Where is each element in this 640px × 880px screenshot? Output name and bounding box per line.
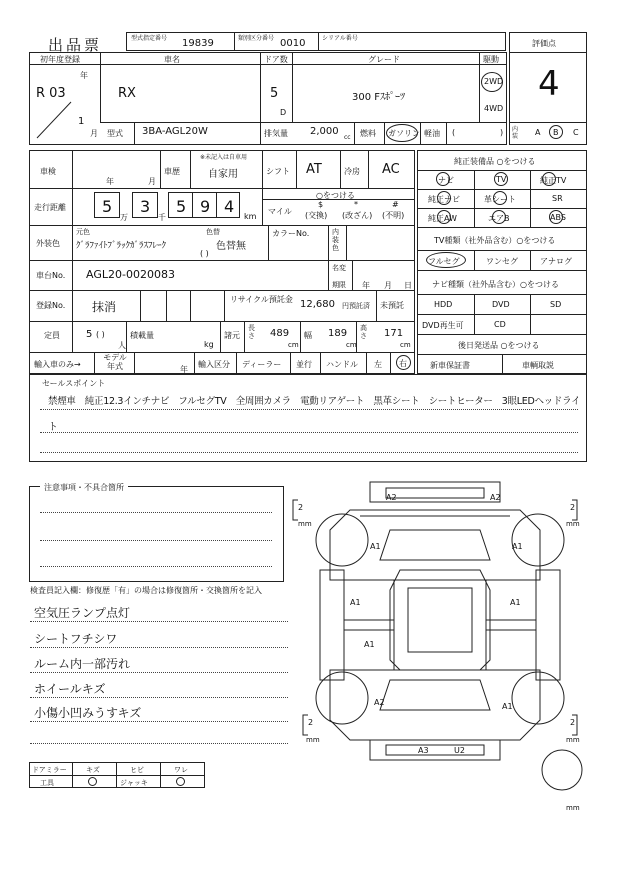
- ac-label: 冷房: [344, 167, 360, 176]
- mileage-unit-man: 万: [120, 213, 128, 222]
- recycle-value: 12,680: [300, 299, 335, 310]
- tyre-unit: mm: [306, 736, 320, 744]
- damage-mark: A2: [490, 493, 501, 502]
- equip-airbag: エアB: [488, 214, 510, 223]
- equipment-title: 純正装備品 ○をつける: [454, 157, 536, 166]
- tyre-depth: 2: [570, 503, 576, 512]
- notes-title: 注意事項・不具合箇所: [40, 482, 128, 493]
- legend-scratch: キズ: [86, 766, 100, 774]
- handle-right: 右: [399, 359, 407, 368]
- sales-point-line-1: 禁煙車 純正12.3インチナビ フルセグTV 全周囲カメラ 電動リアゲート 黒革シート シートヒーター 3眼LEDヘッドライ: [48, 396, 581, 407]
- equip-circle: [493, 191, 507, 205]
- import-class-label: 輸入区分: [198, 360, 230, 369]
- note-item: 空気圧ランプ点灯: [34, 606, 131, 620]
- navi-sd: SD: [550, 300, 562, 309]
- spare-tyre-unit: mm: [566, 804, 580, 812]
- details-box: [29, 150, 415, 374]
- width-value: 189: [328, 328, 348, 339]
- mileage-dollar: $: [318, 200, 324, 209]
- tyre-unit: mm: [298, 520, 312, 528]
- name-change-label: 名変: [332, 264, 346, 272]
- model-year-label: モデル年式: [103, 353, 127, 371]
- tyre-unit: mm: [566, 520, 580, 528]
- car-name-label: 車名: [164, 55, 180, 64]
- damage-mark: A1: [512, 542, 523, 551]
- dimensions-label: 諸元: [224, 331, 240, 340]
- deadline-year: 年: [362, 281, 370, 290]
- chassis-value: AGL20-0020083: [86, 268, 175, 281]
- tv-analog: アナログ: [540, 257, 572, 266]
- equip-leather: 革シート: [484, 195, 516, 204]
- capacity-paren: ( ): [96, 330, 105, 339]
- notes-box: [29, 486, 284, 582]
- drive-4wd: 4WD: [484, 104, 504, 113]
- mileage-hash: #: [392, 200, 399, 209]
- car-body-diagram: [290, 470, 610, 840]
- note-item: 小傷小凹みうすキズ: [34, 706, 142, 720]
- handle-label: ハンドル: [326, 360, 358, 369]
- recycle-label: リサイクル預託金: [230, 295, 293, 304]
- score-label: 評価点: [532, 39, 556, 48]
- month-unit: 月: [90, 129, 98, 138]
- legend-door-mirror: ドアミラー: [32, 766, 67, 774]
- height-label: 高さ: [360, 324, 367, 340]
- mileage-digit-3: 5: [176, 197, 187, 216]
- height-unit: cm: [400, 341, 411, 349]
- fuel-gasoline: ガソリン: [388, 129, 420, 138]
- model-spec-value: 19839: [182, 38, 214, 49]
- mileage-circle-note: ○をつける: [316, 191, 355, 200]
- model-spec-label: 型式指定番号: [131, 35, 168, 42]
- inspection-month: 月: [148, 177, 156, 186]
- legend-tools: 工具: [40, 779, 54, 787]
- mileage-digit-4: 9: [200, 197, 211, 216]
- interior-color-label: 内装色: [332, 228, 339, 252]
- drive-label: 駆動: [483, 55, 499, 64]
- mileage-star: *: [354, 200, 358, 209]
- year-unit: 年: [80, 71, 88, 80]
- fuel-paren-open: (: [452, 128, 456, 137]
- legend-tools-check: [88, 777, 97, 786]
- equip-tv: TV: [496, 175, 507, 184]
- import-label: 輸入車のみ→: [34, 360, 81, 369]
- first-registration-month: 1: [78, 116, 85, 127]
- note-item: シートフチシワ: [34, 632, 118, 646]
- model-year-unit: 年: [180, 365, 188, 374]
- load-label: 積載量: [130, 331, 154, 340]
- grade-label: グレード: [368, 55, 400, 64]
- height-value: 171: [384, 328, 404, 339]
- capacity-value: 5: [86, 329, 93, 340]
- inspector-note: 検査員記入欄：修復歴「有」の場合は修復箇所・交換箇所を記入: [30, 586, 262, 595]
- car-name-value: RX: [118, 86, 136, 101]
- exterior-color-value: ｸﾞﾗﾌｧｲﾄﾌﾞﾗｯｸｶﾞﾗｽﾌﾚｰｸ: [76, 241, 167, 251]
- inspection-year: 年: [106, 177, 114, 186]
- equip-genuine-tv: 純正TV: [540, 176, 567, 185]
- interior-a: A: [535, 128, 541, 137]
- sales-point-line-2: ト: [48, 422, 58, 433]
- first-registration-era: R 03: [36, 86, 66, 101]
- mileage-tampered: (改ざん): [342, 211, 373, 220]
- note-item: ルーム内一部汚れ: [34, 657, 131, 671]
- repaint-label: 色替: [206, 228, 220, 236]
- first-registration-label: 初年度登録: [40, 55, 80, 64]
- damage-mark: A1: [510, 598, 521, 607]
- navi-cd: CD: [494, 320, 506, 329]
- page-title: 出品票: [48, 36, 103, 54]
- capacity-unit: 人: [118, 341, 126, 350]
- inspection-label: 車検: [40, 167, 56, 176]
- damage-mark: A3: [418, 746, 429, 755]
- navi-dvd: DVD: [492, 300, 510, 309]
- registration-label: 登録No.: [36, 301, 66, 310]
- interior-label: 内装: [512, 126, 519, 140]
- deadline-label: 期限: [332, 281, 346, 289]
- mileage-digit-2: 3: [140, 197, 151, 216]
- navi-hdd: HDD: [434, 300, 453, 309]
- tv-oneseg: ワンセグ: [486, 257, 518, 266]
- equip-circle: [492, 210, 506, 224]
- damage-mark: A1: [370, 542, 381, 551]
- displacement-unit: cc: [344, 134, 351, 141]
- handle-left: 左: [374, 360, 382, 369]
- grade-value: 300 Fｽﾎﾟｰﾂ: [352, 92, 406, 103]
- tv-fullseg: フルセグ: [428, 257, 460, 266]
- repaint-paren: ( ): [200, 249, 209, 258]
- navi-type-title: ナビ種類（社外品含む）○をつける: [432, 280, 559, 289]
- doors-label: ドア数: [264, 55, 288, 64]
- mileage-mile: マイル: [268, 207, 292, 216]
- post-manual: 車輌取説: [522, 361, 554, 370]
- category-value: 0010: [280, 38, 306, 49]
- displacement-value: 2,000: [310, 126, 339, 137]
- mileage-digit-5: 4: [224, 197, 235, 216]
- repaint-value: 色替無: [216, 241, 246, 252]
- import-dealer: ディーラー: [242, 360, 282, 369]
- mileage-unit-sen: 千: [158, 213, 166, 222]
- chassis-label: 車台No.: [36, 271, 66, 280]
- note-item: ホイールキズ: [34, 682, 106, 696]
- deadline-month: 月: [384, 281, 392, 290]
- diagonal-slash: [33, 100, 73, 140]
- equip-genuine-navi: 純正ナビ: [428, 195, 460, 204]
- recycle-status: 円預託済: [342, 302, 370, 310]
- width-unit: cm: [346, 341, 357, 349]
- model-type-label: 型式: [107, 129, 123, 138]
- inspection-note: ※未記入は自車用: [200, 154, 248, 161]
- displacement-label: 排気量: [264, 129, 288, 138]
- color-number-label: カラーNo.: [272, 229, 310, 238]
- equip-circle: [549, 210, 563, 224]
- recycle-unpaid: 未預託: [380, 301, 404, 310]
- interior-b: B: [553, 128, 559, 137]
- ac-value: AC: [382, 162, 400, 177]
- tyre-depth: 2: [308, 718, 314, 727]
- door-sub: D: [280, 108, 287, 117]
- width-label: 幅: [304, 331, 312, 340]
- usage-value: 自家用: [208, 169, 238, 180]
- legend-crack: ヒビ: [130, 766, 144, 774]
- shift-value: AT: [306, 162, 322, 177]
- mileage-unknown: (不明): [382, 211, 405, 220]
- tv-type-title: TV種類（社外品含む）○をつける: [434, 236, 556, 245]
- model-type-value: 3BA-AGL20W: [142, 126, 208, 137]
- length-value: 489: [270, 328, 290, 339]
- capacity-label: 定員: [44, 331, 60, 340]
- equip-circle: [494, 172, 508, 186]
- category-label: 類別区分番号: [238, 35, 275, 42]
- equip-circle: [437, 210, 451, 224]
- legend-break: ワレ: [174, 766, 188, 774]
- equip-navi: ナビ: [438, 176, 454, 185]
- serial-label: シリアル番号: [322, 35, 358, 42]
- mileage-unit-km: km: [244, 212, 257, 221]
- load-unit: kg: [204, 340, 214, 349]
- fuel-diesel: 軽油: [424, 129, 440, 138]
- equip-abs: ABS: [550, 213, 566, 222]
- doors-value: 5: [270, 86, 279, 101]
- import-parallel: 並行: [296, 360, 312, 369]
- damage-mark: A1: [350, 598, 361, 607]
- post-items-title: 後日発送品 ○をつける: [458, 341, 540, 350]
- equip-circle: [436, 172, 450, 186]
- tv-circle: [426, 252, 466, 268]
- drive-2wd: 2WD: [484, 77, 504, 86]
- tyre-unit: mm: [566, 736, 580, 744]
- navi-dvd-play: DVD再生可: [422, 321, 464, 330]
- damage-mark: A1: [502, 702, 513, 711]
- equip-circle: [542, 172, 556, 186]
- tyre-depth: 2: [570, 718, 576, 727]
- equip-circle: [437, 191, 451, 205]
- interior-c: C: [573, 128, 579, 137]
- mileage-label: 走行距離: [34, 203, 66, 212]
- fuel-label: 燃料: [360, 129, 376, 138]
- damage-mark: A1: [364, 640, 375, 649]
- shift-label: シフト: [266, 167, 290, 176]
- length-unit: cm: [288, 341, 299, 349]
- usage-label: 車歴: [164, 167, 180, 176]
- equip-genuine-aw: 純正AW: [428, 214, 457, 223]
- mileage-digit-1: 5: [102, 197, 113, 216]
- fuel-paren-close: ): [500, 128, 504, 137]
- length-label: 長さ: [248, 324, 255, 340]
- sales-point-box: [29, 374, 587, 462]
- mileage-exchanged: (交換): [305, 211, 328, 220]
- damage-mark: U2: [454, 746, 465, 755]
- score-value: 4: [538, 64, 560, 104]
- tyre-depth: 2: [298, 503, 304, 512]
- registration-value: 抹消: [92, 300, 117, 314]
- exterior-color-label: 外装色: [36, 239, 60, 248]
- damage-mark: A2: [386, 493, 397, 502]
- legend-jack: ジャッキ: [120, 779, 148, 787]
- equip-sunroof: SR: [552, 194, 563, 203]
- post-warranty: 新車保証書: [430, 361, 470, 370]
- sales-point-label: セールスポイント: [42, 379, 106, 388]
- original-color-label: 元色: [76, 228, 90, 236]
- deadline-day: 日: [404, 281, 412, 290]
- damage-mark: A2: [374, 698, 385, 707]
- legend-jack-check: [176, 777, 185, 786]
